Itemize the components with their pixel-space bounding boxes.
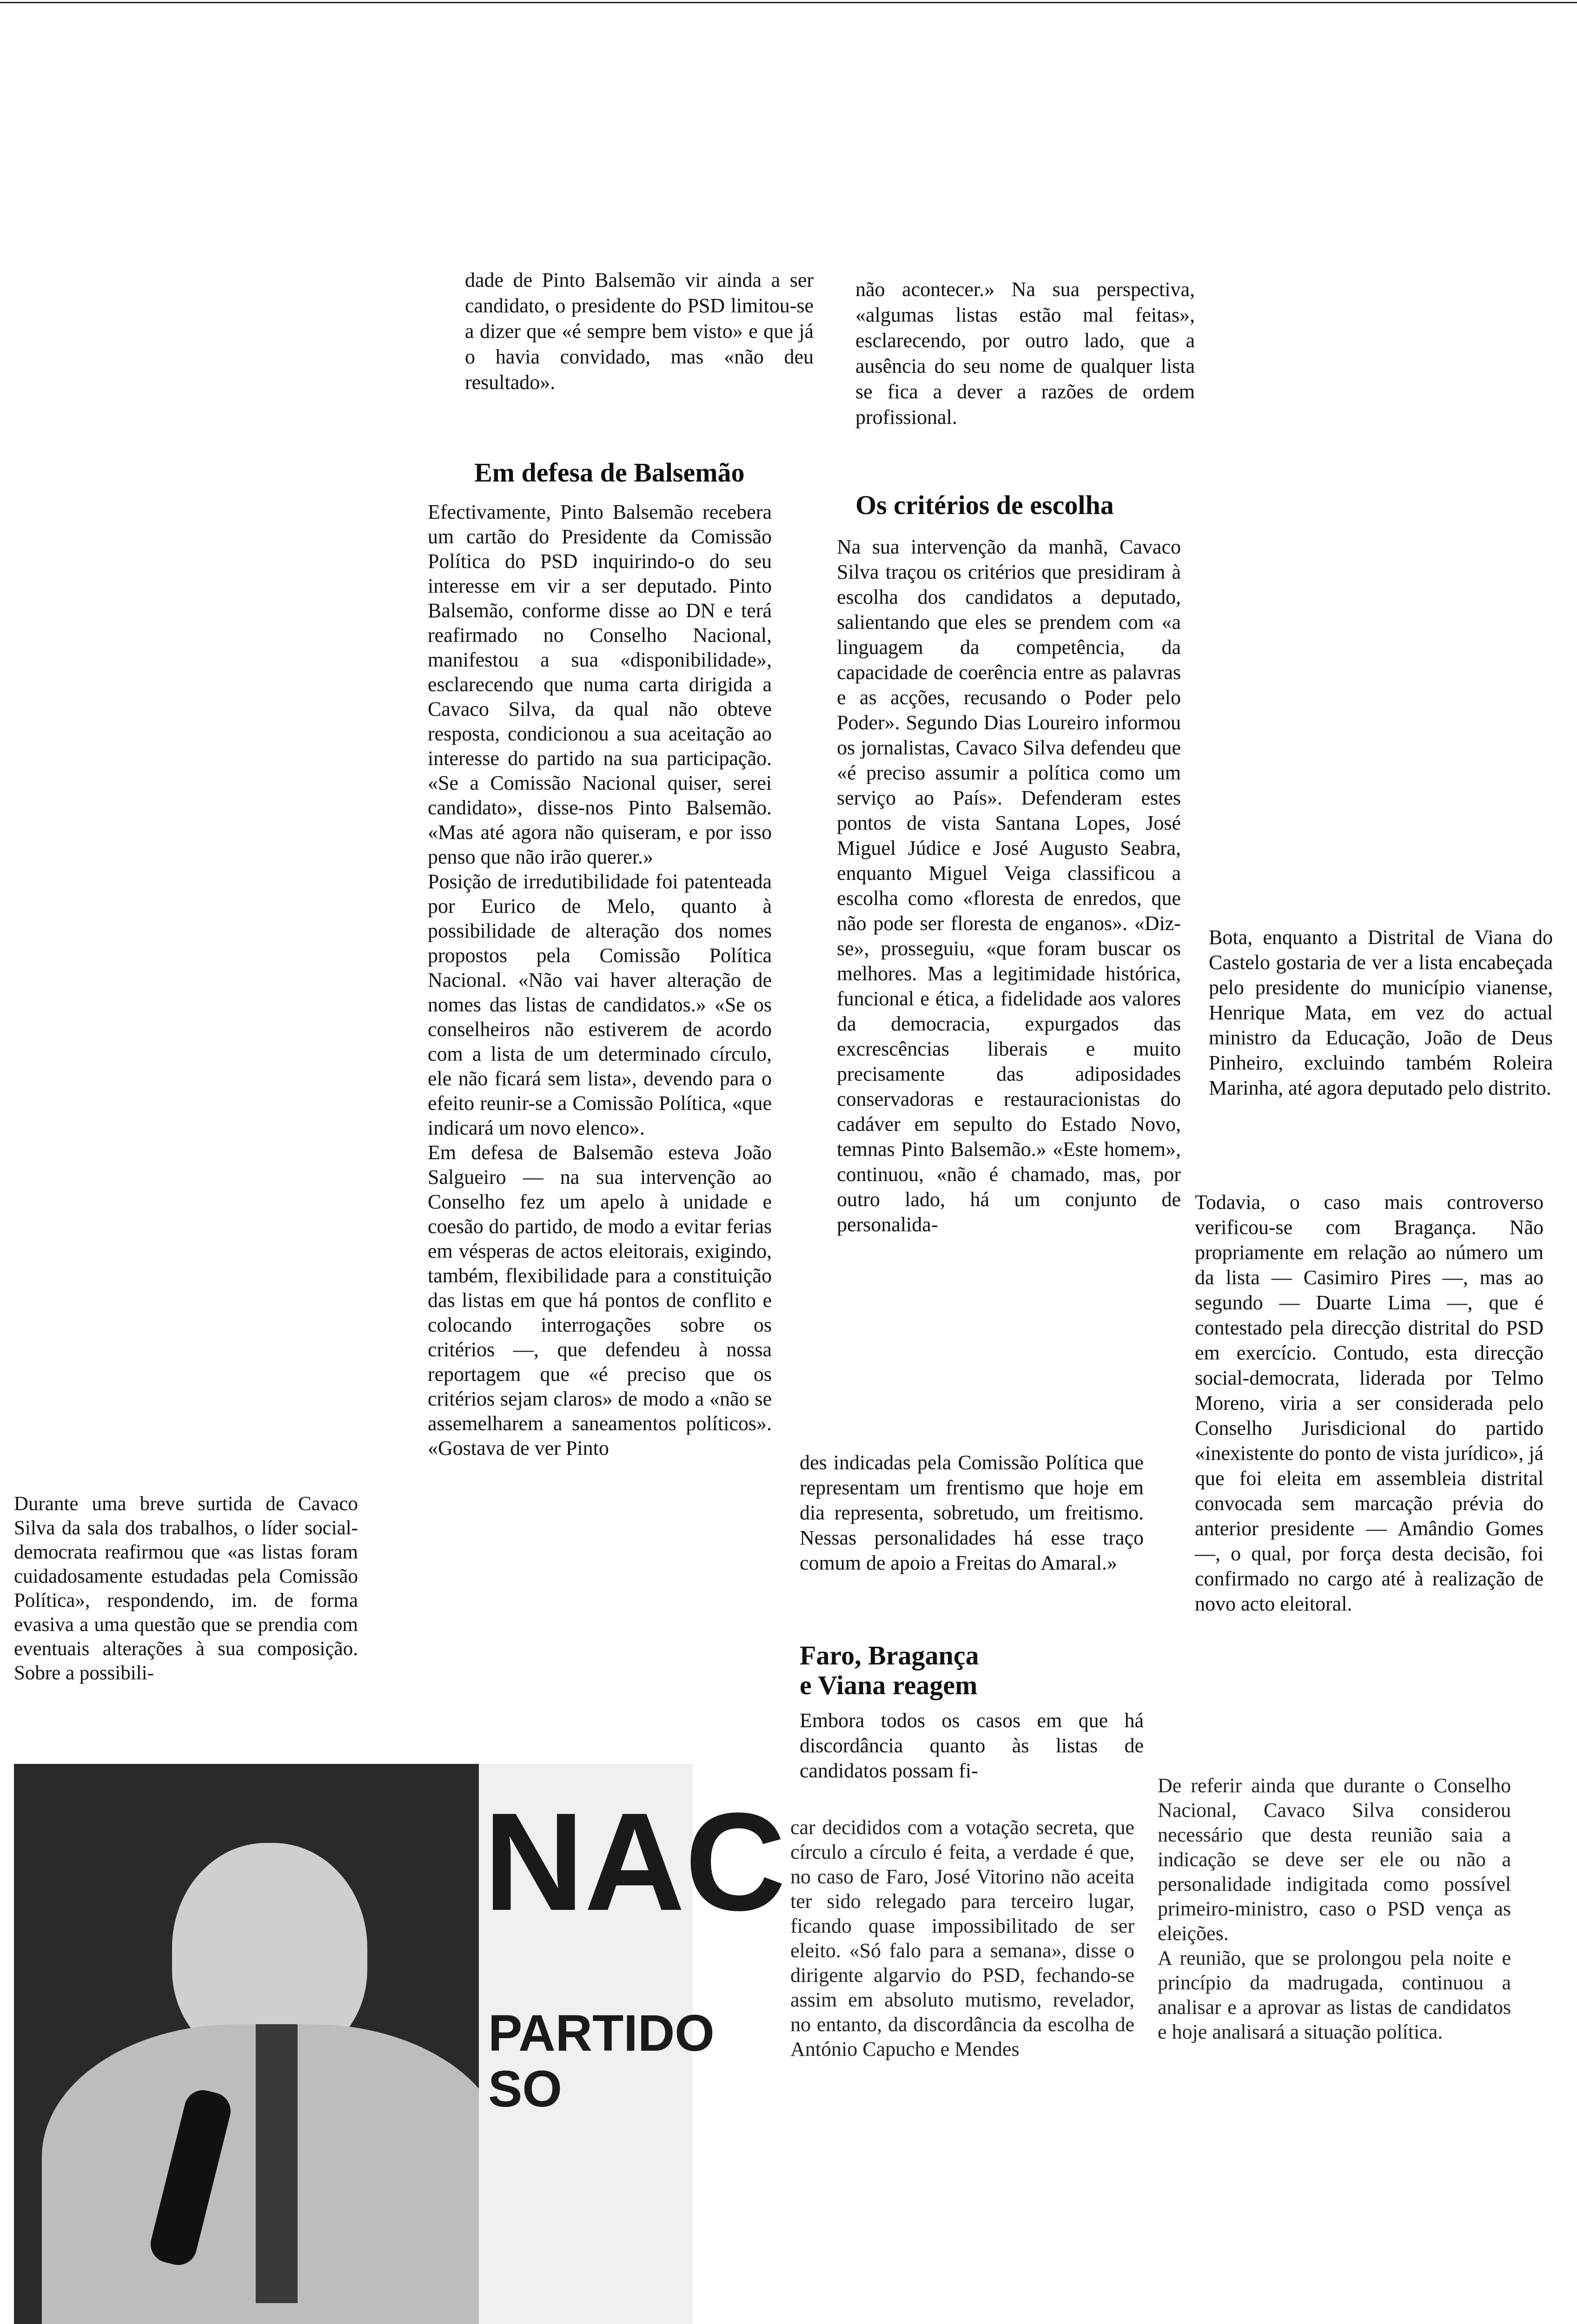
heading-defesa-balsemao: Em defesa de Balsemão (474, 457, 745, 488)
photo-sign-text: NAC (484, 1783, 786, 1940)
column-right-main: Na sua intervenção da manhã, Cavaco Silva traçou os critérios que presidiram à escolha dos candidatos a deputado, salientando que eles se prendem com «a linguagem da competência, da capacidade de coerência entre as palavras e as acções, recusando o Poder pelo Poder». Segundo Dias Loureiro informou os jornalistas, Cavaco Silva defendeu que «é preciso assumir a política como um serviço ao País». Defenderam estes pontos de vista Santana Lopes, José Miguel Júdice e José Augusto Seabra, enquanto Miguel Veiga classificou a escolha como «floresta de enredos, que não pode ser floresta de enganos». «Diz-se», prosseguiu, «que foram buscar os melhores. Mas a legitimidade histórica, funcional e ética, a fidelidade aos valores da democracia, expurgados das excrescências liberais e muito precisamente das adiposidades conservadoras e restauracionistas do cadáver em sepulto do Estado Novo, temnas Pinto Balsemão.» «Este homem», continuou, «não é chamado, mas, por outro lado, há um conjunto de personalida- (837, 535, 1181, 1236)
photo-sign-subtext: PARTIDO SO (488, 2005, 715, 2118)
photo-tie (256, 2024, 298, 2303)
top-rule (0, 2, 1577, 3)
column-center-main: Efectivamente, Pinto Balsemão recebera um cartão do Presidente da Comissão Política do PSD inquirindo-o do seu interesse em vir a ser deputado. Pinto Balsemão, conforme disse ao DN e terá reafirmado no Conselho Nacional, manifestou a sua «disponibilidade», esclarecendo que numa carta dirigida a Cavaco Silva, da qual não obteve resposta, condicionou a sua aceitação ao interesse do partido na sua participação. «Se a Comissão Nacional quiser, serei candidato», disse-nos Pinto Balsemão. «Mas até agora não quiseram, e por isso penso que não irão querer.» Posição de irredutibilidade foi patenteada por Eurico de Melo, quanto à possibilidade de alteração dos nomes propostos pela Comissão Política Nacional. «Não vai haver alteração de nomes das listas de candidatos.» «Se os conselheiros não estiverem de acordo com a lista de um determinado círculo, ele não ficará sem lista», devendo para o efeito reunir-se a Comissão Política, «que indicará um novo elenco». Em defesa de Balsemão esteva João Salgueiro — na sua intervenção ao Conselho fez um apelo à unidade e coesão do partido, de modo a evitar ferias em vésperas de actos eleitorais, exigindo, também, flexibilidade para a constituição das listas em que há pontos de conflito e colocando interrogações sobre os critérios —, que defendeu à nossa reportagem que «é preciso que os critérios sejam claros» de modo a «não se assemelharem a saneamentos políticos». «Gostava de ver Pinto (428, 501, 772, 1459)
column-center-top: dade de Pinto Balsemão vir ainda a ser candidato, o presidente do PSD limitou-se a dizer que «é sempre bem visto» e que já o havia convidado, mas «não deu resultado». (465, 269, 814, 394)
column-far-right-main: Todavia, o caso mais controverso verificou-se com Bragança. Não propriamente em relação ao número um da lista — Casimiro Pires —, mas ao segundo — Duarte Lima —, que é contestado pela direcção distrital do PSD em exercício. Contudo, esta direcção social-democrata, liderada por Telmo Moreno, viria a ser considerada pelo Conselho Jurisdicional do partido «inexistente do ponto de vista jurídico», já que foi eleita em assembleia distrital convocada sem marcação prévia do anterior presidente — Amândio Gomes —, o qual, por força desta decisão, foi confirmado no cargo até à realização de novo acto eleitoral. (1195, 1191, 1544, 1615)
heading-faro-braganca-viana: Faro, Bragança e Viana reagem (800, 1640, 979, 1700)
column-right-bottom: car decididos com a votação secreta, que círculo a círculo é feita, a verdade é que, no caso de Faro, José Vitorino não aceita ter sido relegado para terceiro lugar, ficando quase impossibilitado de ser eleito. «Só falo para a semana», disse o dirigente algarvio do PSD, fechando-se assim em absoluto mutismo, revelador, no entanto, da discordância da escolha de António Capucho e Mendes (790, 1816, 1134, 2060)
heading-criterios-escolha: Os critérios de escolha (855, 490, 1114, 520)
photo-pinto-balsemao (14, 1764, 786, 2324)
column-right-mid: des indicadas pela Comissão Política que representam um frentismo que hoje em dia representa, sobretudo, um freitismo. Nessas personalidades há esse traço comum de apoio a Freitas do Amaral.» (800, 1451, 1144, 1574)
column-far-right-bottom: De referir ainda que durante o Conselho Nacional, Cavaco Silva considerou necessário que desta reunião saia a indicação se deve ser ele ou não a personalidade indigitada como possível primeiro-ministro, caso o PSD vença as eleições. A reunião, que se prolongou pela noite e princípio da madrugada, continuou a analisar e a aprovar as listas de candidatos e hoje analisará a situação política. (1158, 1774, 1511, 2043)
column-far-right-top: Bota, enquanto a Distrital de Viana do Castelo gostaria de ver a lista encabeçada pelo presidente do município vianense, Henrique Mata, em vez do actual ministro da Educação, João de Deus Pinheiro, excluindo também Roleira Marinha, até agora deputado pelo distrito. (1209, 926, 1553, 1099)
column-right-faro: Embora todos os casos em que há discordância quanto às listas de candidatos possam fi- (800, 1709, 1144, 1782)
column-right-top: não acontecer.» Na sua perspectiva, «algumas listas estão mal feitas», esclarecendo, por outro lado, que a ausência do seu nome de qualquer lista se fica a dever a razões de ordem profissional. (855, 278, 1195, 429)
photo-sign-panel (479, 1764, 786, 2324)
column-left-text: Durante uma breve surtida de Cavaco Silva da sala dos trabalhos, o líder social-democrata reafirmou que «as listas foram cuidadosamente estudadas pela Comissão Política», respondendo, im. de forma evasiva a uma questão que se prendia com eventuais alterações à sua composição. Sobre a possibili- (14, 1493, 358, 1684)
